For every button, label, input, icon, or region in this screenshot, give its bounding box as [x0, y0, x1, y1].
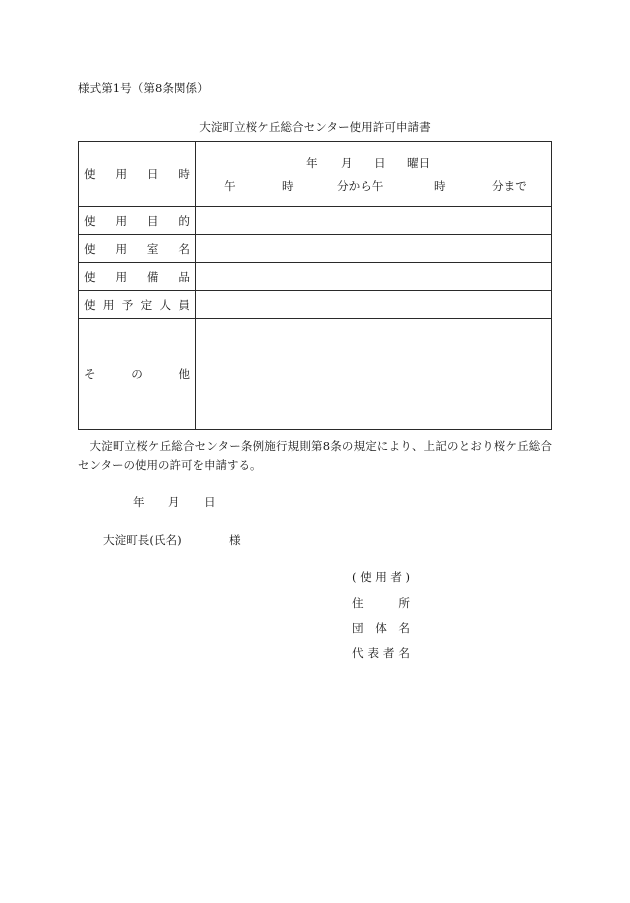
row-label-attendees: 使用予定人員 — [84, 297, 190, 312]
time-end-minute-label: 分まで — [492, 179, 527, 193]
time-start-ampm-label: 午 — [224, 179, 236, 193]
application-table — [78, 141, 552, 430]
addressee-name: 大淀町長(氏名) — [103, 533, 182, 547]
row-label-usage-datetime: 使用日時 — [84, 167, 190, 181]
row-label-room: 使用室名 — [84, 241, 190, 256]
value-cell-room — [196, 235, 551, 262]
label-cell — [79, 235, 196, 262]
application-date-day: 日 — [204, 495, 216, 509]
table-row-attendees — [79, 291, 551, 319]
label-cell — [79, 207, 196, 234]
time-end-hour-label: 時 — [434, 179, 446, 193]
row-label-other: その他 — [84, 367, 190, 381]
label-cell — [79, 263, 196, 290]
addressee-honorific: 様 — [229, 533, 241, 547]
application-statement: 大淀町立桜ケ丘総合センター条例施行規則第8条の規定により、上記のとおり桜ケ丘総合センターの使用の許可を申請する。 — [78, 439, 552, 472]
value-cell-attendees — [196, 291, 551, 318]
value-cell-equipment — [196, 263, 551, 290]
date-day-label: 日 — [374, 156, 386, 170]
applicant-representative-label: 代表者名 — [352, 646, 410, 660]
application-date-month: 月 — [168, 495, 180, 509]
row-label-purpose: 使用目的 — [84, 213, 190, 228]
table-row-other — [79, 319, 551, 429]
table-row-purpose — [79, 207, 551, 235]
application-date-year: 年 — [133, 495, 145, 509]
table-row-room — [79, 235, 551, 263]
applicant-organization-label: 団体名 — [352, 621, 410, 635]
form-number: 様式第1号（第8条関係） — [78, 81, 209, 95]
time-start-minute-label: 分から午 — [337, 179, 384, 193]
value-cell-purpose — [196, 207, 551, 234]
applicant-address-label: 住所 — [352, 596, 410, 610]
label-cell — [79, 291, 196, 318]
date-weekday-label: 曜日 — [407, 156, 431, 170]
time-start-hour-label: 時 — [282, 179, 294, 193]
table-row-equipment — [79, 263, 551, 291]
date-month-label: 月 — [341, 156, 353, 170]
applicant-heading: (使用者) — [352, 570, 410, 584]
date-year-label: 年 — [306, 156, 318, 170]
table-row-usage-datetime — [79, 142, 551, 207]
document-title: 大淀町立桜ケ丘総合センター使用許可申請書 — [199, 120, 431, 134]
row-label-equipment: 使用備品 — [84, 269, 190, 284]
label-cell — [79, 319, 196, 429]
value-cell-usage-datetime — [196, 142, 551, 206]
value-cell-other — [196, 319, 551, 429]
label-cell — [79, 142, 196, 206]
